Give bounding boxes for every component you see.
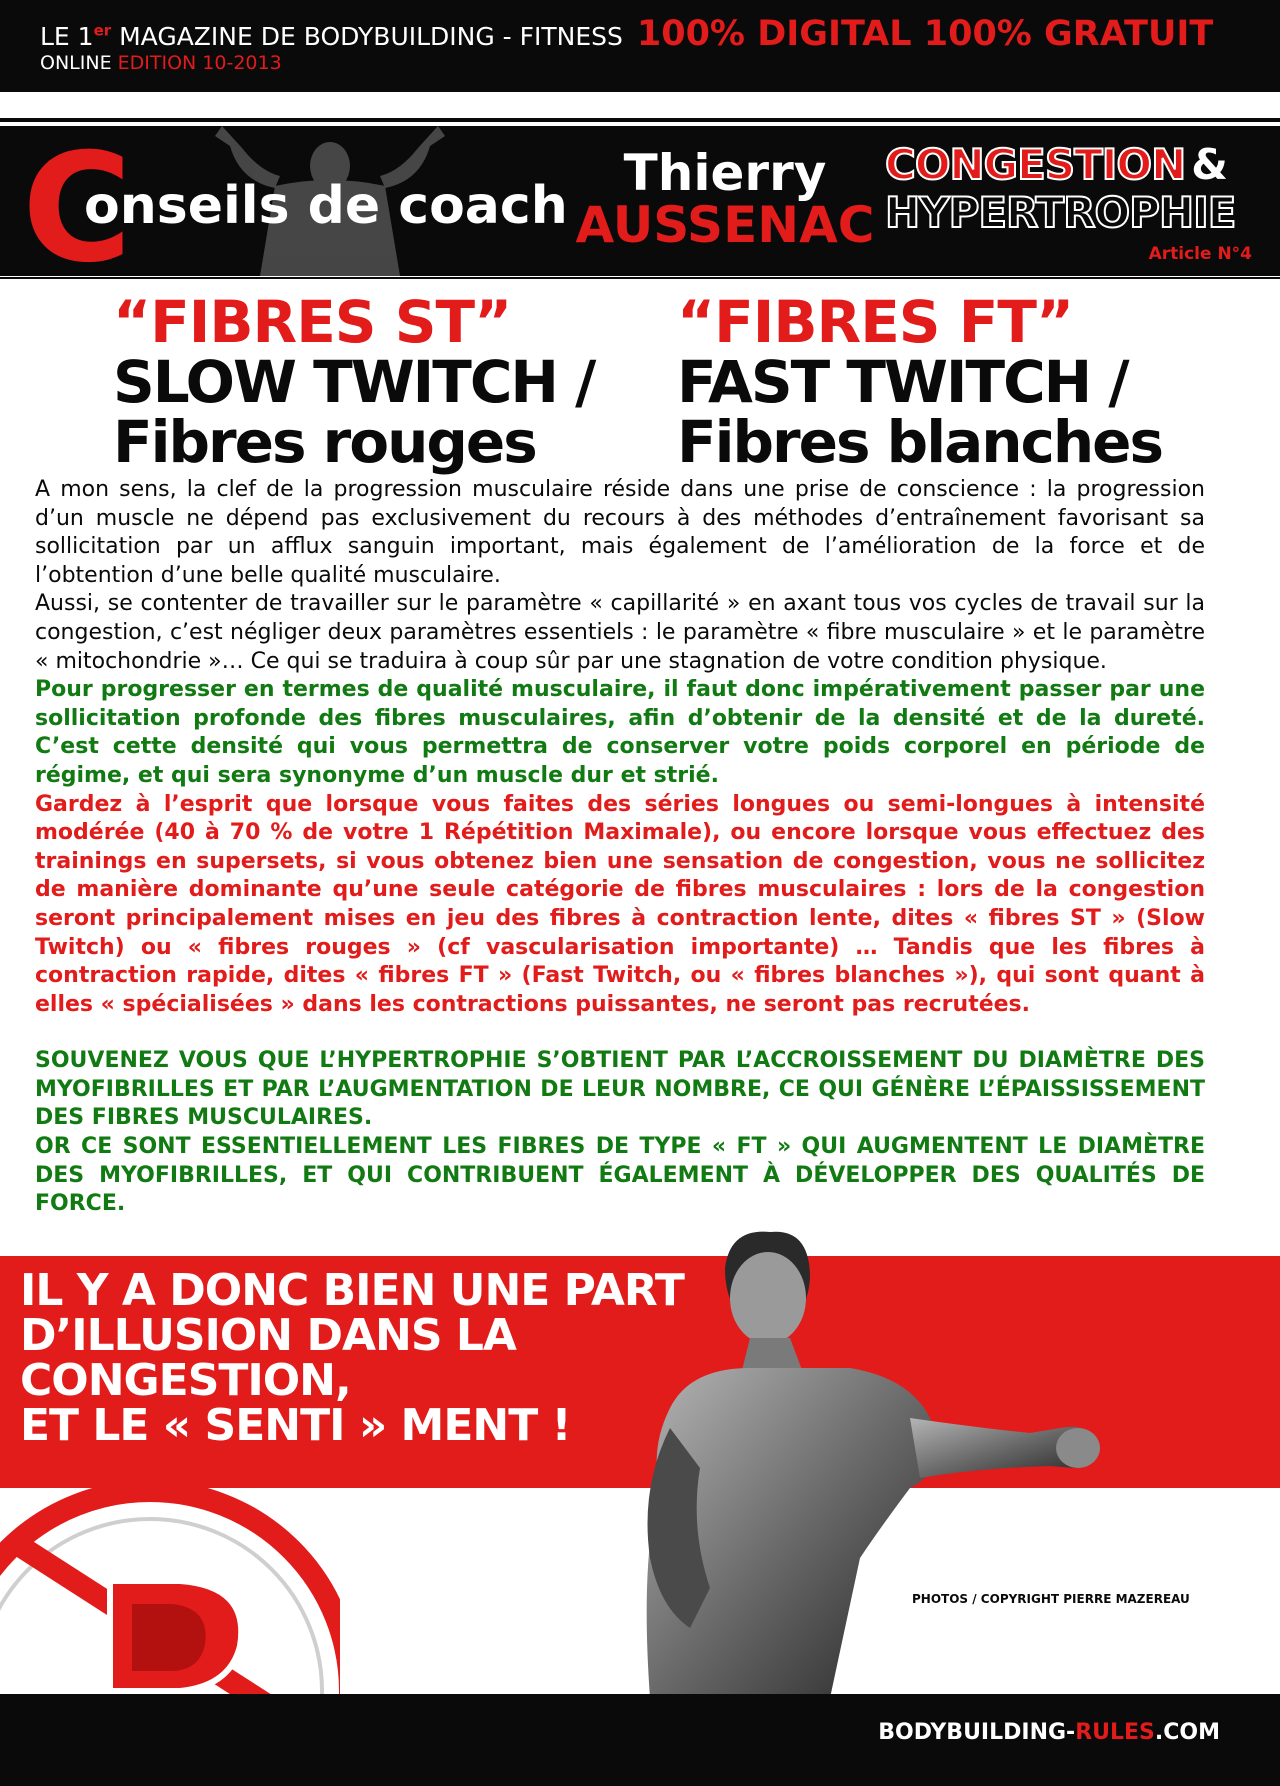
- fibres-ft-line1: FAST TWITCH /: [677, 348, 1128, 416]
- author-last-name: AUSSENAC: [575, 196, 875, 254]
- topic-line-1: [885, 140, 1227, 189]
- fibres-ft-heading: [677, 288, 1163, 476]
- headline-line: CONGESTION,: [20, 1355, 351, 1406]
- banner-tagline: [40, 14, 1213, 54]
- headline-line: D’ILLUSION DANS LA: [20, 1310, 516, 1361]
- article-header: [0, 126, 1280, 276]
- closing-headline: [20, 1265, 684, 1451]
- photo-credit: PHOTOS / COPYRIGHT PIERRE MAZEREAU: [912, 1592, 1190, 1606]
- banner-edition: [40, 52, 282, 74]
- paragraph-highlight-red: Gardez à l’esprit que lorsque vous faites des séries longues ou semi-longues à intensité modérée (40 à 70 % de votre 1 Répétition Maximale), ou encore lorsque vous effectuez des trainings en supersets, si vous obtenez bien une sensation de congestion, vous ne sollicitez de manière dominante qu’une seule catégorie de fibres musculaires : lors de la congestion seront principalement mises en jeu des fibres à contraction lente, dites « fibres ST » (Slow Twitch) ou « fibres rouges » (cf vascularisation importante) … Tandis que les fibres à contraction rapide, dites « fibres FT » (Fast Twitch, ou « fibres blanches »), qui sont quant à elles « spécialisées » dans les contractions puissantes, ne seront pas recrutées.: [35, 791, 1205, 1017]
- headline-line: ET LE « SENTI » MENT !: [20, 1400, 571, 1451]
- banner-tagline-prefix: LE 1: [40, 22, 94, 51]
- topic-ampersand: &: [1191, 140, 1227, 189]
- header-top-rule: [0, 118, 1280, 122]
- paragraph-caps-green: OR CE SONT ESSENTIELLEMENT LES FIBRES DE TYPE « FT » QUI AUGMENTENT LE DIAMÈTRE DES MYOFIBRILLES, ET QUI CONTRIBUENT ÉGALEMENT À DÉVELOPPER DES QUALITÉS DE FORCE.: [35, 1134, 1205, 1217]
- brand-logo-icon: [0, 1486, 340, 1696]
- top-banner: [0, 0, 1280, 92]
- site-url[interactable]: [878, 1720, 1220, 1745]
- headline-line: IL Y A DONC BIEN UNE PART: [20, 1265, 684, 1316]
- section-initial: C: [22, 126, 133, 276]
- fibres-ft-line2: Fibres blanches: [677, 408, 1163, 476]
- banner-edition-label: EDITION 10-2013: [117, 52, 282, 74]
- fibres-st-line1: SLOW TWITCH /: [113, 348, 595, 416]
- article-body: [35, 476, 1205, 1219]
- fibres-ft-quote: “FIBRES FT”: [677, 288, 1074, 356]
- topic-line-2: HYPERTROPHIE: [885, 188, 1236, 237]
- paragraph-highlight-green: Pour progresser en termes de qualité musculaire, il faut donc impérativement passer par une sollicitation profonde des fibres musculaires, afin d’obtenir de la densité et de la dureté. C’est cette densité qui vous permettra de conserver votre poids corporel en période de régime, et qui sera synonyme d’un muscle dur et strié.: [35, 677, 1205, 788]
- author-first-name: Thierry: [623, 144, 827, 202]
- paragraph-caps-green: SOUVENEZ VOUS QUE L’HYPERTROPHIE S’OBTIENT PAR L’ACCROISSEMENT DU DIAMÈTRE DES MYOFIBRILLES ET PAR L’AUGMENTATION DE LEUR NOMBRE, CE QUI GÉNÈRE L’ÉPAISSISSEMENT DES FIBRES MUSCULAIRES.: [35, 1048, 1205, 1131]
- site-url-part-red: RULES: [1075, 1720, 1155, 1745]
- paragraph: A mon sens, la clef de la progression musculaire réside dans une prise de conscience : la progression d’un muscle ne dépend pas exclusivement du recours à des méthodes d’entraînement favorisant sa sollicitation par un afflux sanguin important, mais également de l’amélioration de la force et de l’obtention d’une belle qualité musculaire.: [35, 477, 1205, 588]
- footer-band: [0, 1694, 1280, 1786]
- topic-congestion: CONGESTION: [885, 140, 1186, 189]
- site-url-part: .COM: [1154, 1720, 1220, 1745]
- bodybuilder-photo-icon: [630, 1228, 1150, 1698]
- header-bottom-rule: [0, 277, 1280, 279]
- fibres-st-quote: “FIBRES ST”: [113, 288, 512, 356]
- banner-highlight: 100% DIGITAL 100% GRATUIT: [636, 14, 1214, 54]
- section-title: onseils de coach: [84, 176, 568, 236]
- banner-tagline-sup: er: [93, 21, 112, 40]
- banner-tagline-rest: MAGAZINE DE BODYBUILDING - FITNESS: [111, 22, 623, 51]
- paragraph: Aussi, se contenter de travailler sur le paramètre « capillarité » en axant tous vos cycles de travail sur la congestion, c’est négliger deux paramètres essentiels : le paramètre « fibre musculaire » et le paramètre « mitochondrie »… Ce qui se traduira à coup sûr par une stagnation de votre condition physique.: [35, 591, 1205, 674]
- fibres-st-heading: [113, 288, 595, 476]
- fibres-st-line2: Fibres rouges: [113, 408, 536, 476]
- banner-online-label: ONLINE: [40, 52, 118, 74]
- article-number: Article N°4: [1148, 244, 1252, 264]
- site-url-part: BODYBUILDING-: [878, 1720, 1076, 1745]
